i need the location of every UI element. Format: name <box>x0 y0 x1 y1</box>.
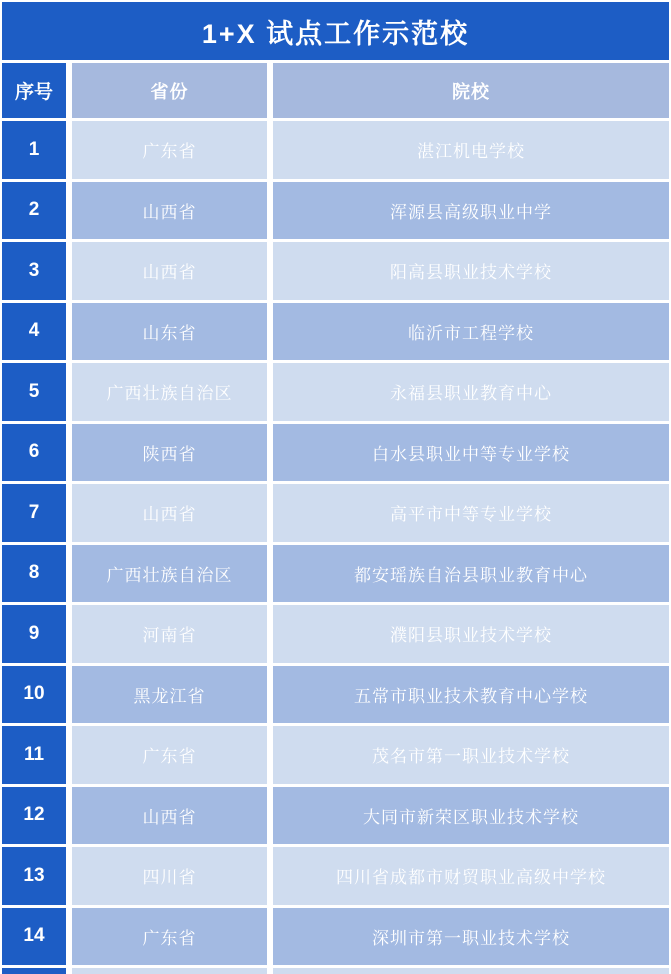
row-index-cell: 9 <box>2 605 66 663</box>
school-cell: 四川省成都市财贸职业高级中学校 <box>273 847 669 905</box>
province-cell: 山西省 <box>72 242 267 300</box>
col-header-index: 序号 <box>2 63 66 118</box>
table-row <box>2 666 669 724</box>
province-cell: 广东省 <box>72 726 267 784</box>
school-cell: 临沂市工程学校 <box>273 303 669 361</box>
row-index-cell: 5 <box>2 363 66 421</box>
school-cell: 大同市新荣区职业技术学校 <box>273 787 669 845</box>
province-cell: 山西省 <box>72 182 267 240</box>
school-cell: 深圳市第一职业技术学校 <box>273 908 669 966</box>
province-cell: 山西省 <box>72 484 267 542</box>
table-row <box>2 303 669 361</box>
table-row <box>2 847 669 905</box>
province-cell: 陕西省 <box>72 424 267 482</box>
province-cell: 广东省 <box>72 908 267 966</box>
row-index-cell: 14 <box>2 908 66 966</box>
school-cell <box>273 968 669 974</box>
row-index-cell <box>2 968 66 974</box>
table-row <box>2 605 669 663</box>
school-cell: 白水县职业中等专业学校 <box>273 424 669 482</box>
province-cell: 山东省 <box>72 303 267 361</box>
school-cell: 永福县职业教育中心 <box>273 363 669 421</box>
province-cell: 广东省 <box>72 121 267 179</box>
province-cell: 广西壮族自治区 <box>72 363 267 421</box>
province-cell: 山西省 <box>72 787 267 845</box>
row-index-cell: 4 <box>2 303 66 361</box>
row-index-cell: 7 <box>2 484 66 542</box>
row-index-cell: 2 <box>2 182 66 240</box>
col-header-province: 省份 <box>72 63 267 118</box>
row-index-cell: 3 <box>2 242 66 300</box>
school-cell: 五常市职业技术教育中心学校 <box>273 666 669 724</box>
table-row <box>2 726 669 784</box>
table-row <box>2 484 669 542</box>
school-cell: 浑源县高级职业中学 <box>273 182 669 240</box>
province-cell: 广西壮族自治区 <box>72 545 267 603</box>
table-row <box>2 363 669 421</box>
row-index-cell: 12 <box>2 787 66 845</box>
school-cell: 茂名市第一职业技术学校 <box>273 726 669 784</box>
row-index-cell: 13 <box>2 847 66 905</box>
table-row <box>2 182 669 240</box>
table-row <box>2 121 669 179</box>
table-header-row <box>2 63 669 118</box>
row-index-cell: 1 <box>2 121 66 179</box>
table-row <box>2 545 669 603</box>
table-row <box>2 424 669 482</box>
table-row <box>2 908 669 966</box>
table-row <box>2 242 669 300</box>
school-cell: 濮阳县职业技术学校 <box>273 605 669 663</box>
col-header-school: 院校 <box>273 63 669 118</box>
province-cell: 河南省 <box>72 605 267 663</box>
table-row-partial <box>2 968 669 974</box>
row-index-cell: 8 <box>2 545 66 603</box>
table-title: 1+X 试点工作示范校 <box>2 2 669 60</box>
row-index-cell: 10 <box>2 666 66 724</box>
school-cell: 湛江机电学校 <box>273 121 669 179</box>
school-cell: 高平市中等专业学校 <box>273 484 669 542</box>
table-row <box>2 787 669 845</box>
row-index-cell: 11 <box>2 726 66 784</box>
school-cell: 都安瑶族自治县职业教育中心 <box>273 545 669 603</box>
province-cell: 四川省 <box>72 847 267 905</box>
province-cell <box>72 968 267 974</box>
province-cell: 黑龙江省 <box>72 666 267 724</box>
row-index-cell: 6 <box>2 424 66 482</box>
school-cell: 阳高县职业技术学校 <box>273 242 669 300</box>
